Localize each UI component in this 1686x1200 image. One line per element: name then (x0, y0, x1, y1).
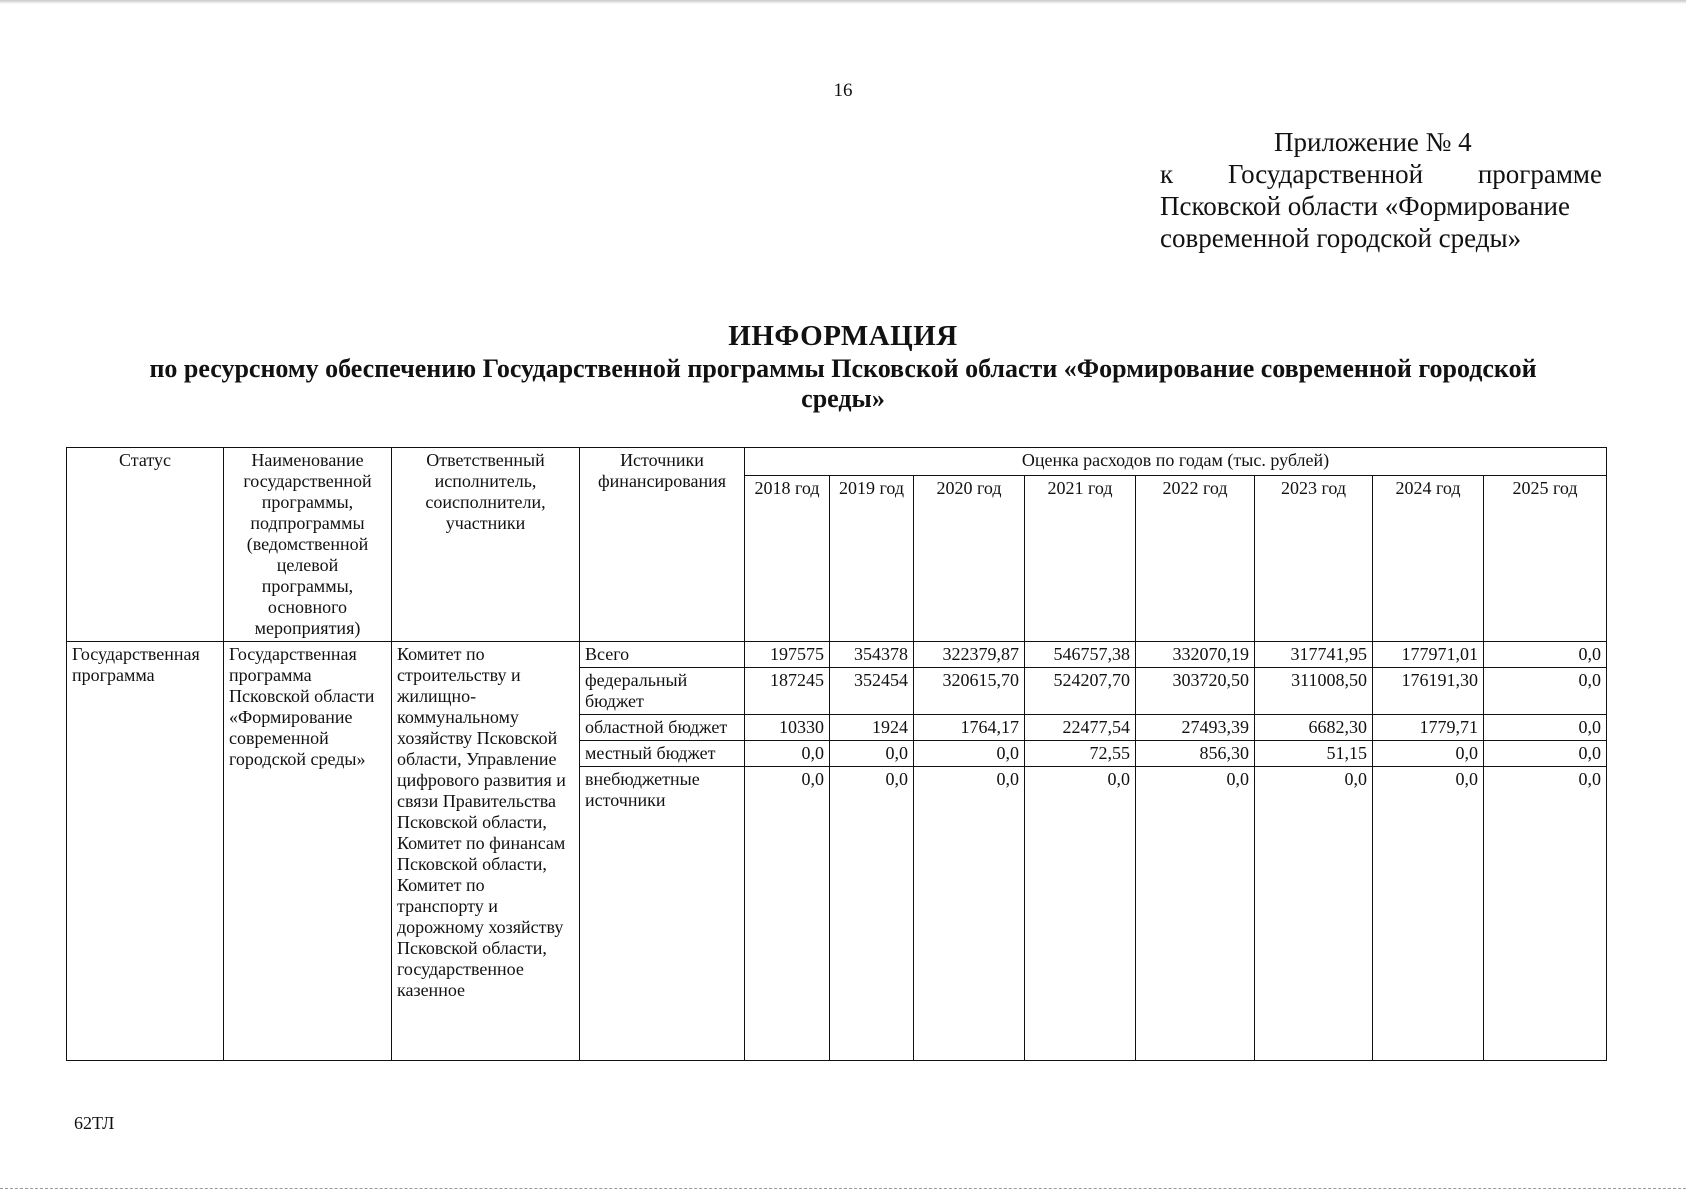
value-cell: 0,0 (745, 741, 830, 767)
header-year: 2018 год (745, 476, 830, 642)
scan-edge-bottom (0, 1188, 1686, 1192)
value-cell: 354378 (830, 642, 914, 668)
value-cell: 0,0 (1255, 767, 1373, 1061)
appendix-line-2 (1160, 158, 1602, 190)
value-cell: 197575 (745, 642, 830, 668)
value-cell: 177971,01 (1373, 642, 1484, 668)
document-subtitle: по ресурсному обеспечению Государственной программы Псковской области «Формирование современной городской среды» (149, 354, 1537, 413)
header-year: 2022 год (1136, 476, 1255, 642)
executor-cell: Комитет по строительству и жилищно-коммунальному хозяйству Псковской области, Управление цифрового развития и связи Правительства Псковской области, Комитет по финансам Псковской области, Комитет по транспорту и дорожному хозяйству Псковской области, государственное казенное (392, 642, 580, 1061)
source-cell: областной бюджет (580, 715, 745, 741)
title-block (0, 318, 1686, 414)
value-cell: 0,0 (1373, 767, 1484, 1061)
source-cell: внебюджетные источники (580, 767, 745, 1061)
table-row (67, 642, 1607, 668)
value-cell: 27493,39 (1136, 715, 1255, 741)
program-name-cell: Государственная программа Псковской области «Формирование современной городской среды» (224, 642, 392, 1061)
footer-code: 62ТЛ (74, 1113, 115, 1133)
value-cell: 1764,17 (914, 715, 1025, 741)
value-cell: 524207,70 (1025, 668, 1136, 715)
value-cell: 0,0 (1484, 741, 1607, 767)
header-estimate: Оценка расходов по годам (тыс. рублей) (745, 448, 1607, 476)
value-cell: 6682,30 (1255, 715, 1373, 741)
header-year: 2021 год (1025, 476, 1136, 642)
value-cell: 0,0 (830, 741, 914, 767)
appendix-word-state: Государственной (1227, 159, 1424, 189)
appendix-line-4: современной городской среды» (1160, 223, 1522, 253)
value-cell: 51,15 (1255, 741, 1373, 767)
value-cell: 176191,30 (1373, 668, 1484, 715)
header-sources: Источники финансирования (580, 448, 745, 642)
value-cell: 1779,71 (1373, 715, 1484, 741)
source-cell: местный бюджет (580, 741, 745, 767)
header-year: 2023 год (1255, 476, 1373, 642)
page-number: 16 (833, 80, 853, 101)
value-cell: 0,0 (1484, 715, 1607, 741)
value-cell: 0,0 (914, 741, 1025, 767)
value-cell: 332070,19 (1136, 642, 1255, 668)
appendix-word-k: к (1160, 159, 1174, 189)
resource-table (66, 447, 1607, 1061)
value-cell: 322379,87 (914, 642, 1025, 668)
value-cell: 0,0 (1484, 668, 1607, 715)
value-cell: 0,0 (1484, 642, 1607, 668)
document-title: ИНФОРМАЦИЯ (728, 320, 958, 352)
value-cell: 352454 (830, 668, 914, 715)
appendix-word-program: программе (1477, 159, 1602, 189)
value-cell: 856,30 (1136, 741, 1255, 767)
header-year: 2025 год (1484, 476, 1607, 642)
value-cell: 22477,54 (1025, 715, 1136, 741)
header-year: 2024 год (1373, 476, 1484, 642)
value-cell: 0,0 (1136, 767, 1255, 1061)
header-status: Статус (67, 448, 224, 642)
source-cell: Всего (580, 642, 745, 668)
header-year: 2019 год (830, 476, 914, 642)
appendix-note (1160, 126, 1602, 254)
appendix-line-1: Приложение № 4 (1274, 127, 1472, 157)
value-cell: 0,0 (745, 767, 830, 1061)
value-cell: 72,55 (1025, 741, 1136, 767)
source-cell: федеральный бюджет (580, 668, 745, 715)
header-year: 2020 год (914, 476, 1025, 642)
value-cell: 311008,50 (1255, 668, 1373, 715)
value-cell: 10330 (745, 715, 830, 741)
appendix-line-3: Псковской области «Формирование (1160, 191, 1570, 221)
header-program-name: Наименование государственной программы, подпрограммы (ведомственной целевой программы, основного мероприятия) (224, 448, 392, 642)
value-cell: 1924 (830, 715, 914, 741)
value-cell: 0,0 (914, 767, 1025, 1061)
header-executor: Ответственный исполнитель, соисполнители, участники (392, 448, 580, 642)
value-cell: 320615,70 (914, 668, 1025, 715)
value-cell: 546757,38 (1025, 642, 1136, 668)
status-cell: Государственная программа (67, 642, 224, 1061)
value-cell: 0,0 (1373, 741, 1484, 767)
value-cell: 303720,50 (1136, 668, 1255, 715)
scan-edge-top (0, 0, 1686, 4)
value-cell: 0,0 (1484, 767, 1607, 1061)
value-cell: 0,0 (830, 767, 914, 1061)
header-row-1 (67, 448, 1607, 476)
value-cell: 0,0 (1025, 767, 1136, 1061)
value-cell: 317741,95 (1255, 642, 1373, 668)
value-cell: 187245 (745, 668, 830, 715)
